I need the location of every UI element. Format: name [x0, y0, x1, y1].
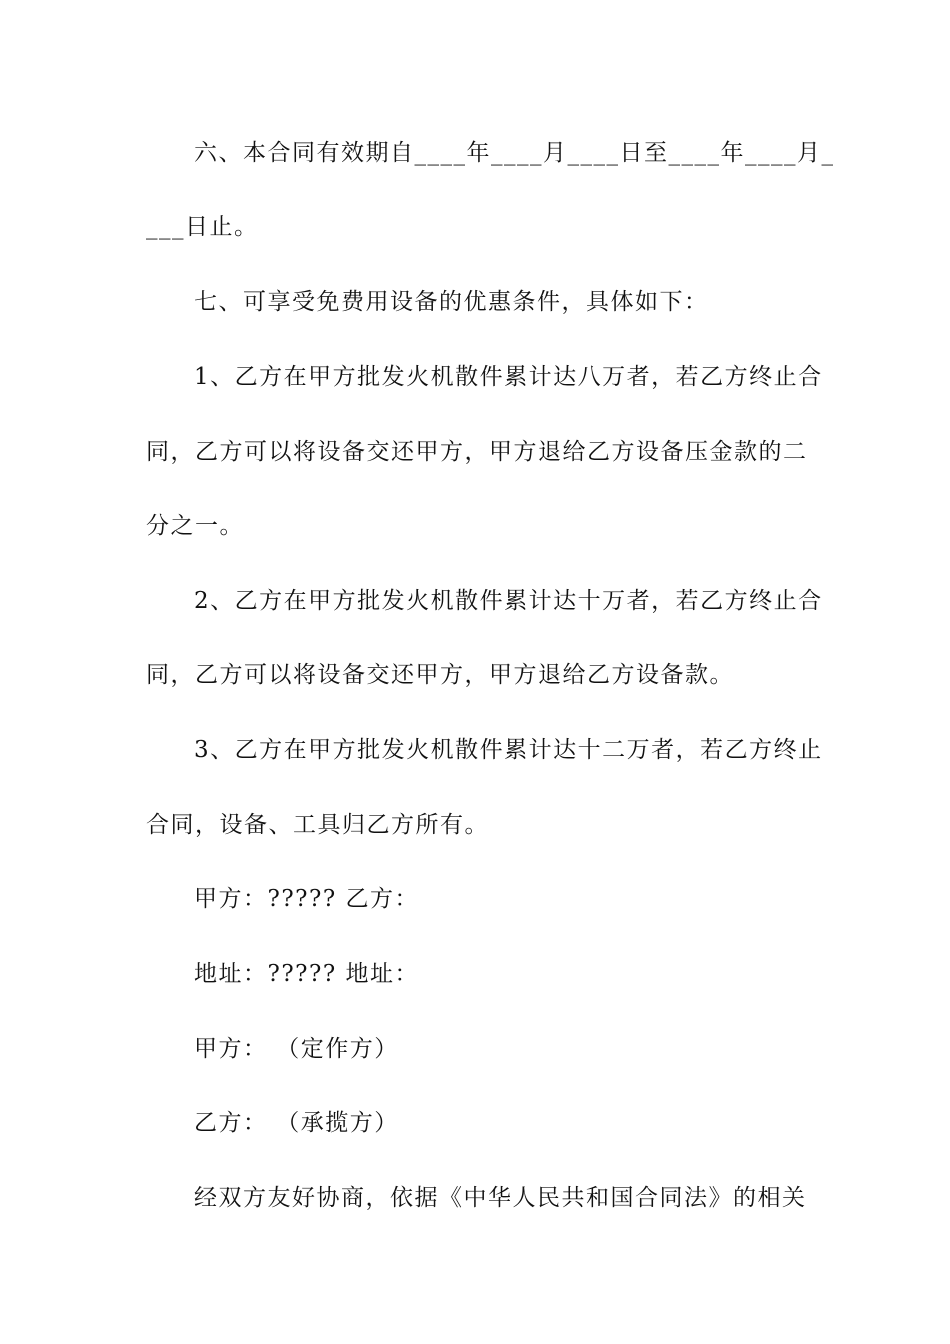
condition-1-line-2: 同，乙方可以将设备交还甲方，甲方退给乙方设备压金款的二 [146, 439, 808, 465]
clause-7-heading: 七、可享受免费用设备的优惠条件，具体如下： [194, 289, 709, 315]
party-address-line: 地址：????? 地址： [194, 961, 419, 987]
condition-1-line-3: 分之一。 [146, 513, 244, 539]
condition-1-line-1: 1、乙方在甲方批发火机散件累计达八万者，若乙方终止合 [194, 364, 823, 390]
condition-2-line-1: 2、乙方在甲方批发火机散件累计达十万者，若乙方终止合 [194, 588, 823, 614]
agreement-intro-line: 经双方友好协商，依据《中华人民共和国合同法》的相关 [194, 1185, 807, 1211]
clause-6-validity-line-1: 六、本合同有效期自____年____月____日至____年____月_ [194, 140, 835, 166]
condition-2-line-2: 同，乙方可以将设备交还甲方，甲方退给乙方设备款。 [146, 662, 734, 688]
condition-3-line-1: 3、乙方在甲方批发火机散件累计达十二万者，若乙方终止 [194, 737, 823, 763]
party-b-contractor-line: 乙方： （承揽方） [194, 1110, 399, 1136]
clause-6-validity-line-2: ___日止。 [146, 214, 259, 240]
condition-3-line-2: 合同，设备、工具归乙方所有。 [146, 812, 489, 838]
party-a-orderer-line: 甲方： （定作方） [194, 1036, 399, 1062]
party-names-line: 甲方：????? 乙方： [194, 886, 419, 912]
